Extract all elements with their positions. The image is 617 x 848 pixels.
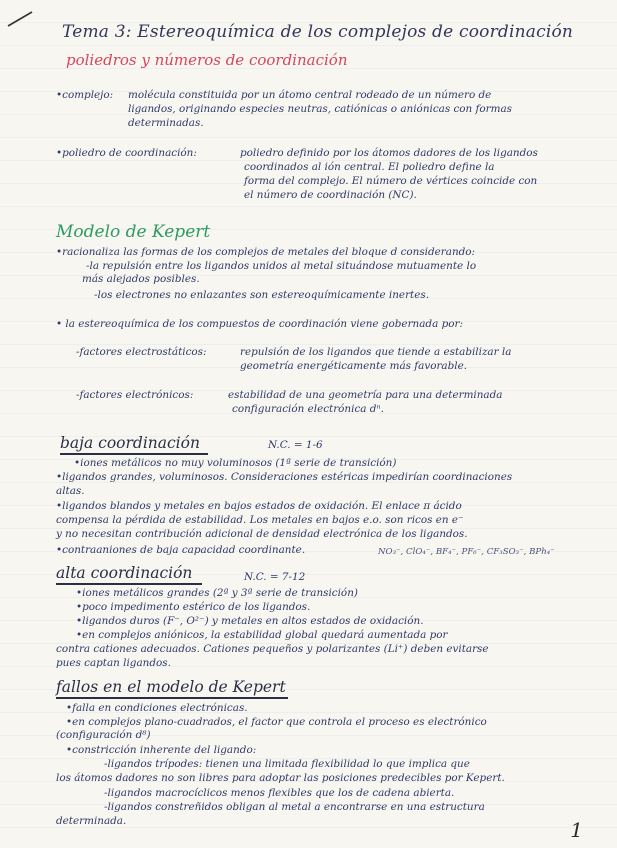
heading-baja: baja coordinación [60,434,200,452]
anion-list: NO₃⁻, ClO₄⁻, BF₄⁻, PF₆⁻, CF₃SO₃⁻, BPh₄⁻ [378,547,555,557]
page-number: 1 [570,818,583,842]
term-electronic: -factores electrónicos: [76,389,194,401]
heading-underline [60,453,208,455]
baja-line: y no necesitan contribución adicional de densidad electrónica de los ligandos. [56,528,468,540]
heading-underline [56,697,288,699]
alta-line: •en complejos aniónicos, la estabilidad global quedará aumentada por [76,629,448,641]
kepert-line: •racionaliza las formas de los complejos de metales del bloque d considerando: [56,246,476,258]
alta-line: contra cationes adecuados. Cationes pequeños y polarizantes (Li⁺) deben evitarse [56,643,489,655]
heading-alta: alta coordinación [56,564,193,582]
heading-underline [56,583,202,585]
term-complejo: •complejo: [56,89,114,101]
fallos-line: los átomos dadores no son libres para adoptar las posiciones predecibles por Kepert. [56,772,505,784]
baja-line: •ligandos grandes, voluminosos. Consideraciones estéricas impedirían coordinaciones [56,471,513,483]
fallos-line: -ligandos trípodes: tienen una limitada flexibilidad lo que implica que [104,758,470,770]
term-poliedro: •poliedro de coordinación: [56,147,197,159]
heading-kepert: Modelo de Kepert [56,222,211,242]
def-line: determinadas. [128,117,204,129]
def-line: molécula constituida por un átomo central rodeado de un número de [128,89,492,101]
fallos-line: -ligandos macrocíclicos menos flexibles que los de cadena abierta. [104,787,455,799]
fallos-line: •constricción inherente del ligando: [66,744,257,756]
heading-fallos: fallos en el modelo de Kepert [56,678,286,696]
def-line: el número de coordinación (NC). [244,189,417,201]
page-title: Tema 3: Estereoquímica de los complejos de coordinación [62,22,574,42]
fallos-line: determinada. [56,815,127,827]
factors-intro: • la estereoquímica de los compuestos de coordinación viene gobernada por: [56,318,463,330]
def-line: poliedro definido por los átomos dadores de los ligandos [240,147,538,159]
def-line: coordinados al ión central. El poliedro define la [244,161,495,173]
baja-line: altas. [56,485,85,497]
alta-line: •ligandos duros (F⁻, O²⁻) y metales en altos estados de oxidación. [76,615,424,627]
section-subtitle: poliedros y números de coordinación [66,51,348,69]
nc-alta: N.C. = 7-12 [244,571,306,583]
fallos-line: -ligandos constreñidos obligan al metal a encontrarse en una estructura [104,801,485,813]
fallos-line: •en complejos plano-cuadrados, el factor que controla el proceso es electrónico [66,716,487,728]
factor-line: repulsión de los ligandos que tiende a estabilizar la [240,346,512,358]
fallos-line: •falla en condiciones electrónicas. [66,702,248,714]
term-electrostatic: -factores electrostáticos: [76,346,207,358]
def-line: forma del complejo. El número de vértices coincide con [244,175,538,187]
fallos-line: (configuración d⁸) [56,729,151,741]
alta-line: •poco impedimento estérico de los ligandos. [76,601,311,613]
alta-line: •iones metálicos grandes (2ª y 3ª serie de transición) [76,587,358,599]
baja-line: •contraaniones de baja capacidad coordinante. [56,544,306,556]
factor-line: configuración electrónica dⁿ. [232,403,384,415]
baja-line: compensa la pérdida de estabilidad. Los metales en bajos e.o. son ricos en e⁻ [56,514,464,526]
kepert-line: -la repulsión entre los ligandos unidos al metal situándose mutuamente lo [86,260,477,272]
factor-line: geometría energéticamente más favorable. [240,360,468,372]
factor-line: estabilidad de una geometría para una determinada [228,389,503,401]
kepert-line: más alejados posibles. [82,273,200,285]
nc-baja: N.C. = 1-6 [268,439,323,451]
alta-line: pues captan ligandos. [56,657,171,669]
baja-line: •ligandos blandos y metales en bajos estados de oxidación. El enlace π ácido [56,500,462,512]
def-line: ligandos, originando especies neutras, catiónicas o aniónicas con formas [128,103,512,115]
baja-line: •iones metálicos no muy voluminosos (1ª serie de transición) [74,457,397,469]
pen-stroke-mark [6,8,36,28]
kepert-line: -los electrones no enlazantes son estereoquímicamente inertes. [94,289,430,301]
